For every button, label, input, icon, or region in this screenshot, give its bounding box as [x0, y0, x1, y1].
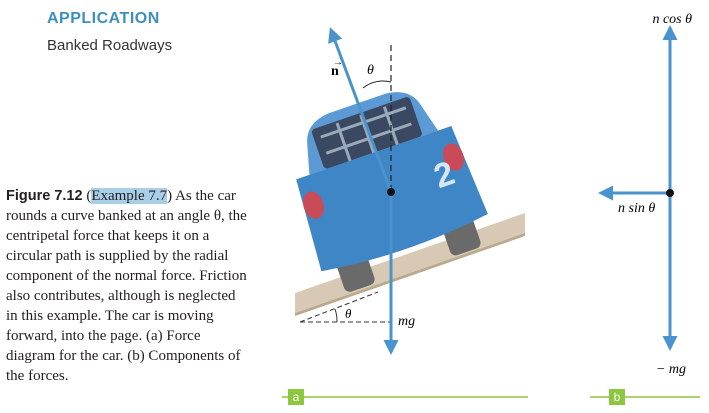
bank-angle-label: θ	[345, 306, 352, 321]
caption-text: As the car rounds a curve banked at an angle θ, the centripetal force that keeps it on a circular path is supplied by the radial component of the normal force. Friction also contributes, although is neglected in this example. The car is moving forward, into the page. (a) Force diagram for the car. (b) Components of the forces.	[6, 188, 247, 384]
center-of-mass-dot	[387, 188, 395, 196]
application-label: APPLICATION	[47, 10, 160, 27]
component-origin-dot	[666, 189, 674, 197]
car-number: 2	[429, 153, 460, 197]
bank-angle-arc	[335, 309, 337, 322]
panel-b-label: b	[613, 390, 621, 404]
normal-angle-label: θ	[367, 63, 374, 78]
figure-label: Figure 7.12	[6, 188, 83, 204]
caption-close-paren: )	[167, 188, 173, 204]
example-reference-link[interactable]: Example 7.7	[91, 188, 168, 204]
normal-vector-symbol: →	[333, 57, 343, 68]
normal-angle-arc	[363, 81, 391, 88]
panel-a-label: a	[292, 390, 300, 404]
weight-force-label: mg	[398, 314, 416, 329]
application-title: Banked Roadways	[47, 37, 173, 54]
minus-mg-label: − mg	[655, 362, 686, 377]
n-cos-theta-label: n cos θ	[652, 12, 692, 27]
caption-open-paren: (	[86, 188, 92, 204]
n-sin-theta-label: n sin θ	[618, 201, 656, 216]
normal-force-label: n	[331, 64, 339, 79]
